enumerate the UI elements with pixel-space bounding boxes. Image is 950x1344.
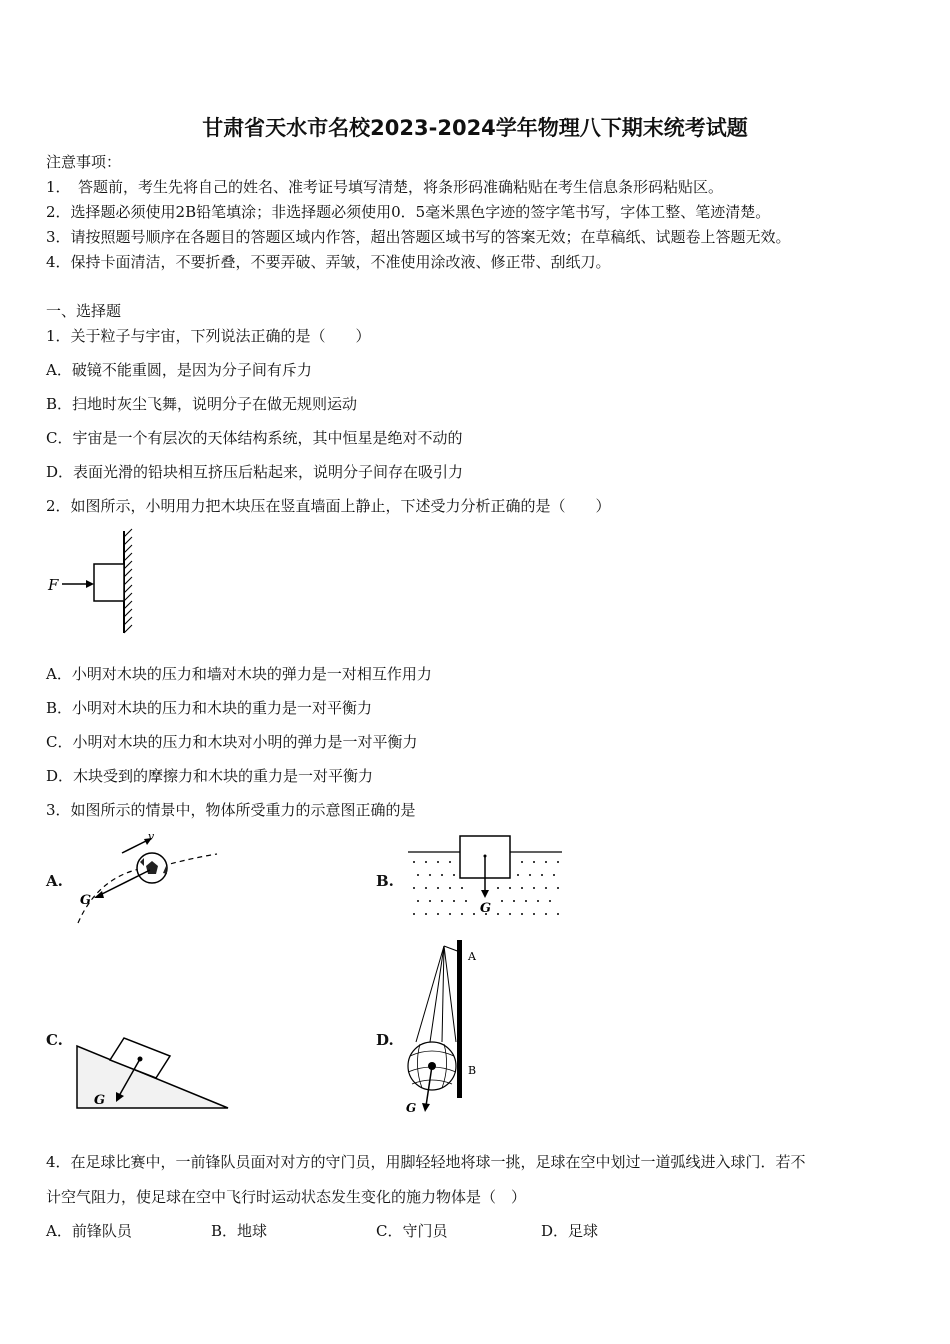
section-heading: 一、选择题 [46, 302, 122, 320]
net-string [416, 946, 444, 1042]
point-a-label: A [468, 950, 476, 963]
q4-stem-line2: 计空气阻力，使足球在空中飞行时运动状态发生变化的施力物体是（ ） [46, 1188, 527, 1206]
q2-stem: 2．如图所示，小明用力把木块压在竖直墙面上静止，下述受力分析正确的是（ ） [46, 497, 611, 515]
q3-stem: 3．如图所示的情景中，物体所受重力的示意图正确的是 [46, 801, 416, 819]
gravity-arrow [98, 870, 150, 896]
q3-option-d-label: D. [376, 1031, 394, 1049]
q3-figure-b [404, 830, 566, 928]
q4-stem-line1: 4．在足球比赛中，一前锋队员面对对方的守门员，用脚轻轻地将球一挑，足球在空中划过一道弧线进入球门．若不 [46, 1153, 806, 1171]
point-b-label: B [468, 1064, 477, 1077]
q4-option-b: B．地球 [211, 1222, 268, 1240]
q3-figure-a [72, 828, 222, 928]
wall-hatch [124, 529, 132, 633]
wood-block [94, 564, 124, 601]
force-arrowhead [86, 580, 94, 588]
q3-figure-d [402, 938, 492, 1118]
q1-option-a: A．破镜不能重圆，是因为分子间有斥力 [46, 361, 312, 379]
q1-option-d: D．表面光滑的铅块相互挤压后粘起来，说明分子间存在吸引力 [46, 463, 464, 481]
notice-item-4: 4．保持卡面清洁，不要折叠，不要弄破、弄皱，不准使用涂改液、修正带、刮纸刀。 [46, 253, 611, 271]
q2-figure [40, 525, 150, 640]
q3-option-c-label: C. [46, 1031, 63, 1049]
q1-option-c: C．宇宙是一个有层次的天体结构系统，其中恒星是绝对不动的 [46, 429, 463, 447]
q3-option-b-label: B. [376, 872, 394, 890]
q1-option-b: B．扫地时灰尘飞舞，说明分子在做无规则运动 [46, 395, 358, 413]
q2-option-b: B．小明对木块的压力和木块的重力是一对平衡力 [46, 699, 373, 717]
gravity-label: G [80, 893, 92, 908]
q2-option-c: C．小明对木块的压力和木块对小明的弹力是一对平衡力 [46, 733, 418, 751]
gravity-label: G [94, 1093, 106, 1108]
page-title: 甘肃省天水市名校2023-2024学年物理八下期末统考试题 [202, 116, 748, 140]
gravity-label: G [480, 901, 492, 916]
notice-item-2: 2．选择题必须使用2B铅笔填涂；非选择题必须使用0．5毫米黑色字迹的签字笔书写，字体工整、笔迹清楚。 [46, 203, 771, 221]
q2-option-d: D．木块受到的摩擦力和木块的重力是一对平衡力 [46, 767, 374, 785]
notice-item-1: 1． 答题前，考生先将自己的姓名、准考证号填写清楚，将条形码准确粘贴在考生信息条形码粘贴区。 [46, 178, 724, 196]
force-label: F [48, 576, 59, 594]
q4-option-d: D．足球 [541, 1222, 599, 1240]
velocity-label: v [148, 830, 155, 843]
q2-option-a: A．小明对木块的压力和墙对木块的弹力是一对相互作用力 [46, 665, 432, 683]
q3-option-a-label: A. [46, 872, 63, 890]
notice-item-3: 3．请按照题号顺序在各题目的答题区域内作答，超出答题区域书写的答案无效；在草稿纸、试题卷上答题无效。 [46, 228, 791, 246]
q1-stem: 1．关于粒子与宇宙，下列说法正确的是（ ） [46, 327, 371, 345]
gravity-label: G [406, 1101, 417, 1115]
velocity-arrow [122, 840, 148, 853]
notice-heading: 注意事项： [46, 153, 122, 171]
q4-option-c: C．守门员 [376, 1222, 448, 1240]
q4-option-a: A．前锋队员 [46, 1222, 132, 1240]
pole [457, 940, 462, 1098]
q3-figure-c [72, 1032, 234, 1114]
